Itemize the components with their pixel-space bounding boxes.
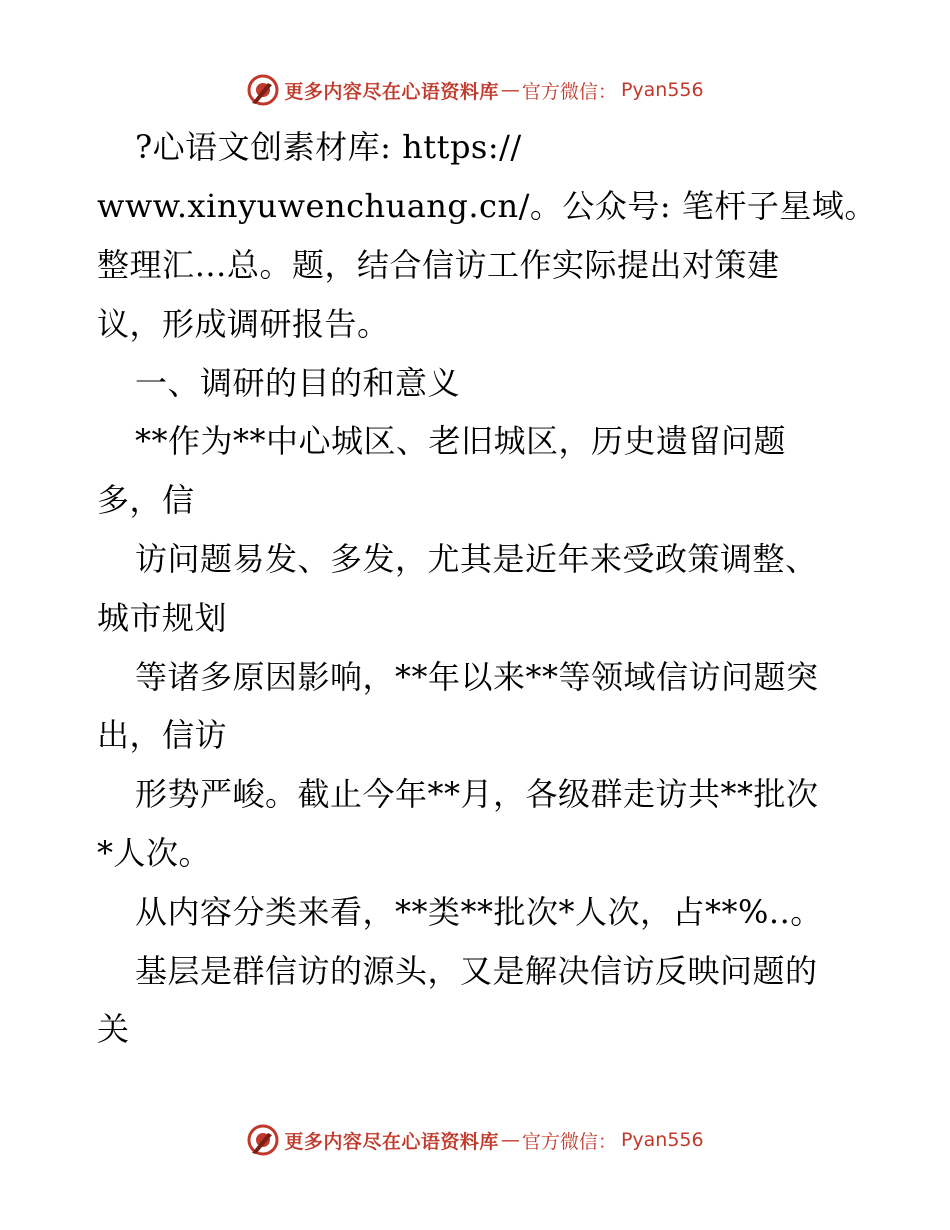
- quill-circle-logo-icon: [246, 1123, 280, 1157]
- banner-wechat-id: Pyan556: [620, 79, 704, 101]
- banner-dash: —: [500, 79, 520, 101]
- body-line: *人次。: [97, 834, 212, 872]
- body-line: 关: [97, 1010, 130, 1048]
- section-heading: 一、调研的目的和意义: [135, 364, 461, 402]
- body-line: 从内容分类来看，**类**批次*人次，占**%..。: [135, 893, 823, 931]
- body-line: 等诸多原因影响，**年以来**等领域信访问题突: [135, 658, 819, 696]
- banner-wechat-label: 官方微信：: [521, 80, 617, 103]
- body-line: 议，形成调研报告。: [97, 305, 390, 343]
- footer-banner: [0, 1120, 950, 1160]
- banner-wechat-label: 官方微信：: [521, 1130, 617, 1153]
- body-line: 访问题易发、多发，尤其是近年来受政策调整、: [135, 540, 818, 578]
- body-line: 出，信访: [97, 716, 228, 754]
- body-line: 多，信: [97, 481, 195, 519]
- banner-dash: —: [500, 1129, 520, 1151]
- body-line: **作为**中心城区、老旧城区，历史遗留问题: [135, 422, 787, 460]
- banner-main-text: 更多内容尽在心语资料库: [284, 80, 499, 103]
- banner-main-text: 更多内容尽在心语资料库: [284, 1130, 499, 1153]
- quill-circle-logo-icon: [246, 73, 280, 107]
- body-line: www.xinyuwenchuang.cn/。公众号: 笔杆子星域。: [97, 187, 877, 225]
- body-line: ?心语文创素材库: https://: [135, 128, 522, 166]
- header-banner: [0, 70, 950, 110]
- body-line: 城市规划: [97, 599, 228, 637]
- body-line: 形势严峻。截止今年**月，各级群走访共**批次: [135, 775, 819, 813]
- body-line: 整理汇…总。题，结合信访工作实际提出对策建: [97, 246, 780, 284]
- banner-wechat-id: Pyan556: [620, 1129, 704, 1151]
- body-line: 基层是群信访的源头，又是解决信访反映问题的: [135, 952, 818, 990]
